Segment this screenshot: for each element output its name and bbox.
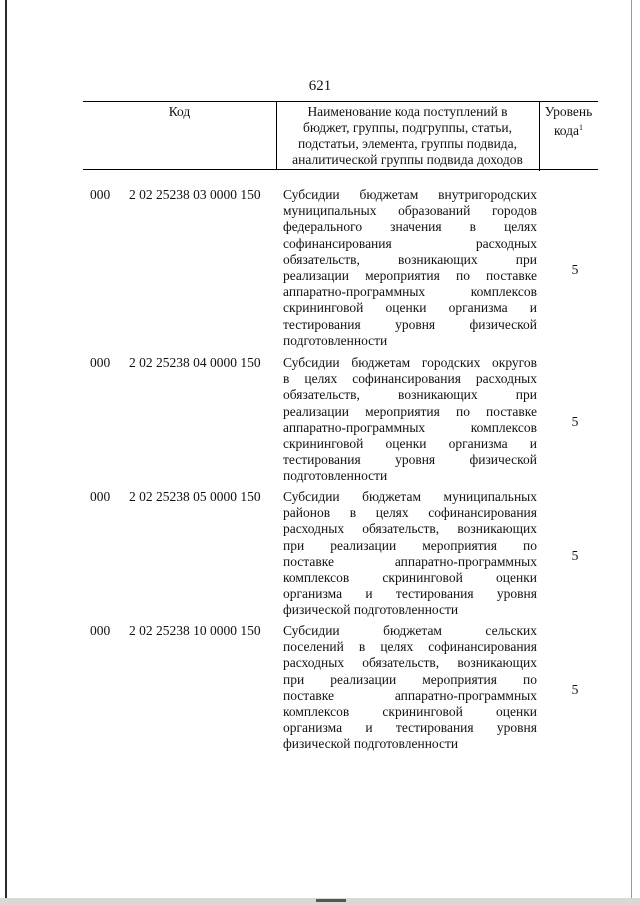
row-code: 2 02 25238 05 0000 150	[129, 489, 261, 504]
description-line: поселений в целях софинансирования	[283, 639, 537, 655]
row-code: 2 02 25238 10 0000 150	[129, 623, 261, 638]
description-line: организма и тестирования уровня	[283, 720, 537, 736]
scan-left-edge	[5, 0, 7, 905]
description-line: комплексов скрининговой оценки	[283, 570, 537, 586]
scan-right-edge	[631, 0, 632, 905]
description-line: комплексов скрининговой оценки	[283, 704, 537, 720]
row-level: 5	[571, 682, 579, 697]
row-description	[283, 623, 537, 753]
header-code-label: Код	[168, 104, 191, 119]
row-level: 5	[571, 414, 579, 429]
header-name-line: аналитической группы подвида доходов	[292, 152, 523, 167]
description-line: Субсидии бюджетам муниципальных	[283, 489, 537, 504]
description-line: аппаратно-программных комплексов	[283, 419, 537, 435]
row-prefix: 000	[90, 489, 111, 504]
description-line: тестирования уровня физической	[283, 452, 537, 468]
header-level-code-word: кода	[553, 123, 580, 138]
header-code-cell	[83, 102, 277, 169]
description-line: расходных обязательств, возникающих	[283, 655, 537, 671]
row-prefix: 000	[90, 623, 111, 638]
description-line: тестирования уровня физической	[283, 316, 537, 332]
row-level: 5	[571, 548, 579, 563]
description-line: аппаратно-программных комплексов	[283, 284, 537, 300]
description-line: обязательств, возникающих при	[283, 387, 537, 403]
description-line: Субсидии бюджетам городских округов	[283, 355, 537, 370]
row-prefix: 000	[90, 355, 111, 370]
description-line: физической подготовленности	[283, 736, 459, 752]
row-description	[283, 489, 537, 619]
header-name-line: бюджет, группы, подгруппы, статьи,	[303, 120, 512, 135]
row-prefix: 000	[90, 187, 111, 202]
header-name-line: подстатьи, элемента, группы подвида,	[297, 136, 518, 151]
description-line: скрининговой оценки организма и	[283, 436, 537, 452]
description-line: муниципальных образований городов	[283, 203, 537, 219]
description-line: организма и тестирования уровня	[283, 586, 537, 602]
description-line: скрининговой оценки организма и	[283, 300, 537, 316]
scan-bottom-mark	[316, 899, 346, 902]
row-code: 2 02 25238 03 0000 150	[129, 187, 261, 202]
header-level-line1: Уровень	[544, 104, 593, 119]
header-level-line2	[539, 120, 598, 139]
description-line: реализации мероприятия по поставке	[283, 403, 537, 419]
header-level-cell	[539, 102, 598, 171]
description-line: расходных обязательств, возникающих	[283, 521, 537, 537]
description-line: федерального значения в целях	[283, 219, 537, 235]
row-description	[283, 355, 537, 485]
description-line: подготовленности	[283, 332, 388, 348]
page-number: 621	[308, 78, 332, 94]
description-line: реализации мероприятия по поставке	[283, 268, 537, 284]
row-level: 5	[571, 262, 579, 277]
header-name-cell	[276, 102, 540, 171]
description-line: при реализации мероприятия по	[283, 671, 537, 687]
footnote-marker: 1	[579, 123, 584, 132]
description-line: подготовленности	[283, 468, 388, 484]
description-line: поставке аппаратно-программных	[283, 687, 537, 703]
description-line: софинансирования расходных	[283, 235, 537, 251]
description-line: Субсидии бюджетам внутригородских	[283, 187, 537, 202]
table-header	[83, 101, 598, 170]
header-name-line: Наименование кода поступлений в	[307, 104, 508, 119]
description-line: Субсидии бюджетам сельских	[283, 623, 537, 638]
description-line: поставке аппаратно-программных	[283, 553, 537, 569]
description-line: обязательств, возникающих при	[283, 251, 537, 267]
description-line: при реализации мероприятия по	[283, 537, 537, 553]
row-description	[283, 187, 537, 349]
description-line: физической подготовленности	[283, 602, 459, 618]
description-line: районов в целях софинансирования	[283, 505, 537, 521]
description-line: в целях софинансирования расходных	[283, 371, 537, 387]
row-code: 2 02 25238 04 0000 150	[129, 355, 261, 370]
